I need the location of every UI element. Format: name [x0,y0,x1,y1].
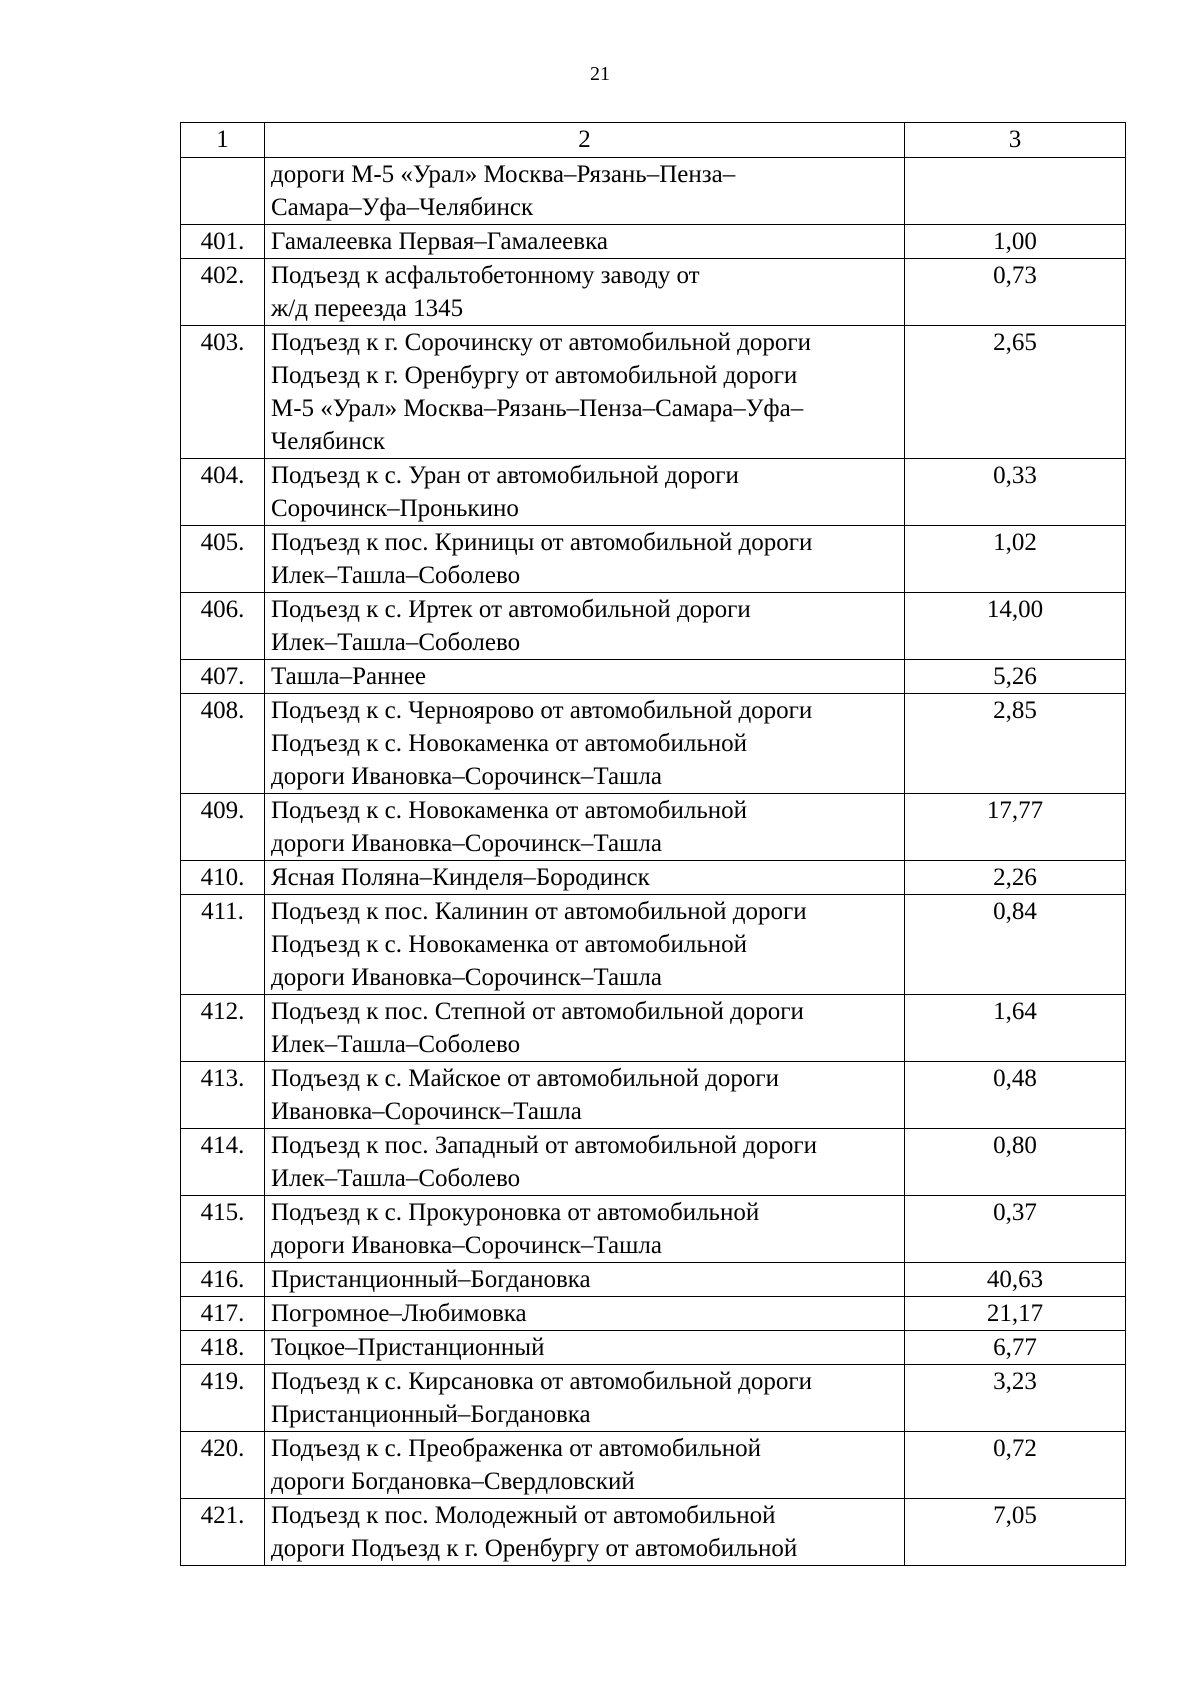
table-row [181,158,1126,225]
road-name-line: Гамалеевка Первая–Гамалеевка [271,228,608,255]
road-name-line: Сорочинск–Пронькино [271,495,519,522]
road-length: 2,65 [905,326,1126,459]
road-name-line: Подъезд к г. Оренбургу от автомобильной дороги [271,362,798,389]
roads-table-body [181,123,1126,1566]
table-row [181,861,1126,895]
road-length: 17,77 [905,794,1126,861]
road-name [265,1297,905,1331]
row-number: 417. [181,1297,265,1331]
road-name-line: Подъезд к с. Уран от автомобильной дороги [271,462,739,489]
road-name [265,794,905,861]
road-name-line: Самара–Уфа–Челябинск [271,194,534,221]
row-number: 407. [181,660,265,694]
road-name-line: Подъезд к с. Новокаменка от автомобильной [271,730,748,757]
road-name-line: Подъезд к пос. Степной от автомобильной дороги [271,998,804,1025]
table-row [181,1263,1126,1297]
road-name [265,1263,905,1297]
road-length: 6,77 [905,1331,1126,1365]
road-name-line: Тоцкое–Пристанционный [271,1334,545,1361]
table-row [181,895,1126,995]
road-length: 5,26 [905,660,1126,694]
table-row [181,1432,1126,1499]
road-name-line: Пристанционный–Богдановка [271,1266,591,1293]
road-name-line: Подъезд к с. Кирсановка от автомобильной дороги [271,1368,813,1395]
road-name-line: Подъезд к пос. Калинин от автомобильной дороги [271,898,807,925]
road-length: 2,26 [905,861,1126,895]
row-number [181,158,265,225]
road-name-line: дороги М-5 «Урал» Москва–Рязань–Пенза– [271,161,736,188]
road-name-line: Илек–Ташла–Соболево [271,1165,521,1192]
row-number: 415. [181,1196,265,1263]
road-length: 7,05 [905,1499,1126,1566]
road-name [265,995,905,1062]
table-row [181,526,1126,593]
road-length: 0,37 [905,1196,1126,1263]
road-length: 0,80 [905,1129,1126,1196]
row-number: 409. [181,794,265,861]
table-row [181,225,1126,259]
row-number: 421. [181,1499,265,1566]
road-name-line: Подъезд к с. Преображенка от автомобильной [271,1435,762,1462]
table-row [181,593,1126,660]
road-name-line: Ясная Поляна–Кинделя–Бородинск [271,864,650,891]
road-name-line: Челябинск [271,428,386,455]
table-row [181,995,1126,1062]
road-name-line: Погромное–Любимовка [271,1300,527,1327]
road-length: 40,63 [905,1263,1126,1297]
road-name [265,259,905,326]
road-name-line: дороги Ивановка–Сорочинск–Ташла [271,830,662,857]
road-name [265,1129,905,1196]
road-name [265,1331,905,1365]
road-name-line: Подъезд к пос. Криницы от автомобильной дороги [271,529,813,556]
road-name-line: ж/д переезда 1345 [271,295,464,322]
road-name [265,459,905,526]
row-number: 412. [181,995,265,1062]
road-length: 14,00 [905,593,1126,660]
road-name-line: дороги Ивановка–Сорочинск–Ташла [271,763,662,790]
table-row [181,1062,1126,1129]
road-name [265,225,905,259]
road-name-line: Подъезд к с. Черноярово от автомобильной дороги [271,697,813,724]
road-name [265,861,905,895]
road-name-line: Илек–Ташла–Соболево [271,1031,521,1058]
roads-table [180,122,1126,1566]
row-number: 402. [181,259,265,326]
table-row [181,660,1126,694]
row-number: 410. [181,861,265,895]
road-name-line: Илек–Ташла–Соболево [271,629,521,656]
road-name [265,694,905,794]
road-name-line: Ивановка–Сорочинск–Ташла [271,1098,582,1125]
road-name-line: Подъезд к пос. Молодежный от автомобильной [271,1502,776,1529]
road-name-line: Подъезд к с. Майское от автомобильной дороги [271,1065,779,1092]
road-name [265,1365,905,1432]
road-name [265,326,905,459]
road-length: 0,72 [905,1432,1126,1499]
road-name [265,1499,905,1566]
table-row [181,259,1126,326]
road-name [265,895,905,995]
row-number: 416. [181,1263,265,1297]
table-row [181,1331,1126,1365]
table-row [181,1297,1126,1331]
road-length: 1,02 [905,526,1126,593]
row-number: 405. [181,526,265,593]
road-name-line: Подъезд к асфальтобетонному заводу от [271,262,700,289]
road-name-line: Подъезд к пос. Западный от автомобильной дороги [271,1132,817,1159]
row-number: 418. [181,1331,265,1365]
table-row [181,794,1126,861]
row-number: 408. [181,694,265,794]
road-length: 1,00 [905,225,1126,259]
road-name-line: М-5 «Урал» Москва–Рязань–Пенза–Самара–Уфа– [271,395,804,422]
table-row [181,694,1126,794]
table-header-row [181,123,1126,158]
header-col-3: 3 [905,123,1126,158]
table-row [181,1129,1126,1196]
row-number: 406. [181,593,265,660]
road-length: 0,73 [905,259,1126,326]
table-row [181,1365,1126,1432]
road-length: 0,84 [905,895,1126,995]
road-name-line: Подъезд к с. Новокаменка от автомобильной [271,931,748,958]
header-col-1: 1 [181,123,265,158]
row-number: 414. [181,1129,265,1196]
road-name-line: Пристанционный–Богдановка [271,1401,591,1428]
road-length: 2,85 [905,694,1126,794]
road-name [265,158,905,225]
road-length [905,158,1126,225]
row-number: 413. [181,1062,265,1129]
page-number: 21 [590,63,610,85]
road-name [265,526,905,593]
road-name-line: Илек–Ташла–Соболево [271,562,521,589]
road-name [265,1062,905,1129]
row-number: 420. [181,1432,265,1499]
table-row [181,1196,1126,1263]
road-name-line: дороги Ивановка–Сорочинск–Ташла [271,964,662,991]
row-number: 403. [181,326,265,459]
table-row [181,326,1126,459]
table-row [181,1499,1126,1566]
road-name-line: Подъезд к с. Новокаменка от автомобильной [271,797,748,824]
road-name [265,1432,905,1499]
road-name [265,593,905,660]
road-name [265,660,905,694]
road-length: 21,17 [905,1297,1126,1331]
table-row [181,459,1126,526]
row-number: 404. [181,459,265,526]
road-length: 1,64 [905,995,1126,1062]
road-name-line: Подъезд к с. Прокуроновка от автомобильной [271,1199,760,1226]
road-name-line: дороги Богдановка–Свердловский [271,1468,635,1495]
row-number: 419. [181,1365,265,1432]
road-length: 0,33 [905,459,1126,526]
row-number: 411. [181,895,265,995]
road-name-line: Подъезд к г. Сорочинску от автомобильной дороги [271,329,812,356]
road-name-line: дороги Ивановка–Сорочинск–Ташла [271,1232,662,1259]
road-length: 0,48 [905,1062,1126,1129]
road-name [265,1196,905,1263]
road-length: 3,23 [905,1365,1126,1432]
road-name-line: дороги Подъезд к г. Оренбургу от автомобильной [271,1535,798,1562]
road-name-line: Ташла–Раннее [271,663,427,690]
road-name-line: Подъезд к с. Иртек от автомобильной дороги [271,596,751,623]
header-col-2: 2 [265,123,905,158]
row-number: 401. [181,225,265,259]
